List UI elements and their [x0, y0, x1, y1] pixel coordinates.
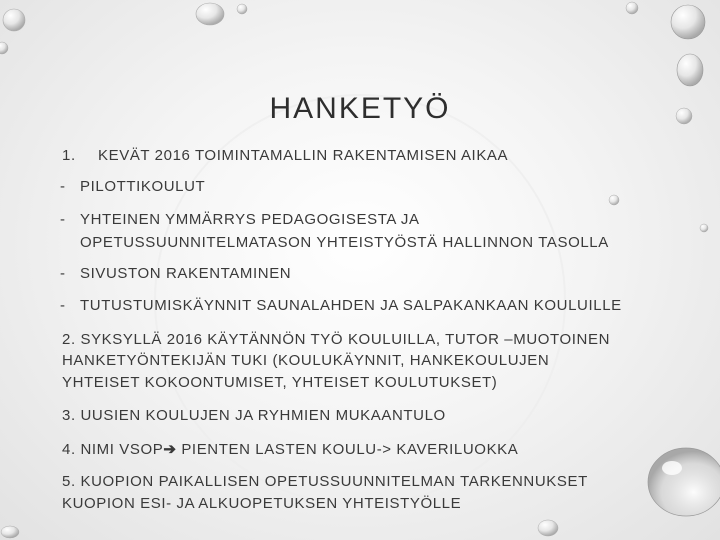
- slide-title: HANKETYÖ: [269, 92, 451, 125]
- water-drop: [1, 526, 19, 538]
- bullet-text-continued: OPETUSSUUNNITELMATASON YHTEISTYÖSTÄ HALLINNON TASOLLA: [80, 234, 609, 251]
- bullet-marker: -: [60, 265, 66, 282]
- right-arrow-icon: ➔: [163, 441, 177, 458]
- item-text: 3. UUSIEN KOULUJEN JA RYHMIEN MUKAANTULO: [62, 407, 446, 424]
- item-text-part: 4. NIMI VSOP: [62, 441, 164, 458]
- water-drop: [3, 9, 25, 31]
- bullet-text: SIVUSTON RAKENTAMINEN: [80, 265, 292, 282]
- item-text-continued: HANKETYÖNTEKIJÄN TUKI (KOULUKÄYNNIT, HANKEKOULUJEN: [62, 352, 550, 369]
- item-text-continued: KUOPION ESI- JA ALKUOPETUKSEN YHTEISTYÖLLE: [62, 495, 462, 512]
- water-drop: [677, 54, 703, 86]
- bullet-text: YHTEINEN YMMÄRRYS PEDAGOGISESTA JA: [80, 211, 420, 228]
- water-drop: [196, 3, 224, 25]
- water-drop: [237, 4, 247, 14]
- water-drop: [0, 42, 8, 54]
- water-drop: [671, 5, 705, 39]
- bullet-marker: -: [60, 297, 66, 314]
- bullet-text: TUTUSTUMISKÄYNNIT SAUNALAHDEN JA SALPAKANKAAN KOULUILLE: [80, 297, 622, 314]
- water-drop: [626, 2, 638, 14]
- item-number: 1.: [62, 147, 76, 164]
- bullet-marker: -: [60, 211, 66, 228]
- bullet-text: PILOTTIKOULUT: [80, 178, 206, 195]
- item-text: KEVÄT 2016 TOIMINTAMALLIN RAKENTAMISEN AIKAA: [98, 147, 509, 164]
- water-drop: [700, 224, 708, 232]
- water-drop: [609, 195, 619, 205]
- item-text-part: PIENTEN LASTEN KOULU-> KAVERILUOKKA: [176, 441, 519, 458]
- item-text-continued: YHTEISET KOKOONTUMISET, YHTEISET KOULUTUKSET): [62, 374, 498, 391]
- water-drop: [648, 448, 720, 516]
- item-text: 2. SYKSYLLÄ 2016 KÄYTÄNNÖN TYÖ KOULUILLA, TUTOR –MUOTOINEN: [62, 331, 611, 348]
- water-drop: [538, 520, 558, 536]
- item-text: [62, 440, 518, 458]
- bullet-marker: -: [60, 178, 66, 195]
- item-text: 5. KUOPION PAIKALLISEN OPETUSSUUNNITELMAN TARKENNUKSET: [62, 473, 588, 490]
